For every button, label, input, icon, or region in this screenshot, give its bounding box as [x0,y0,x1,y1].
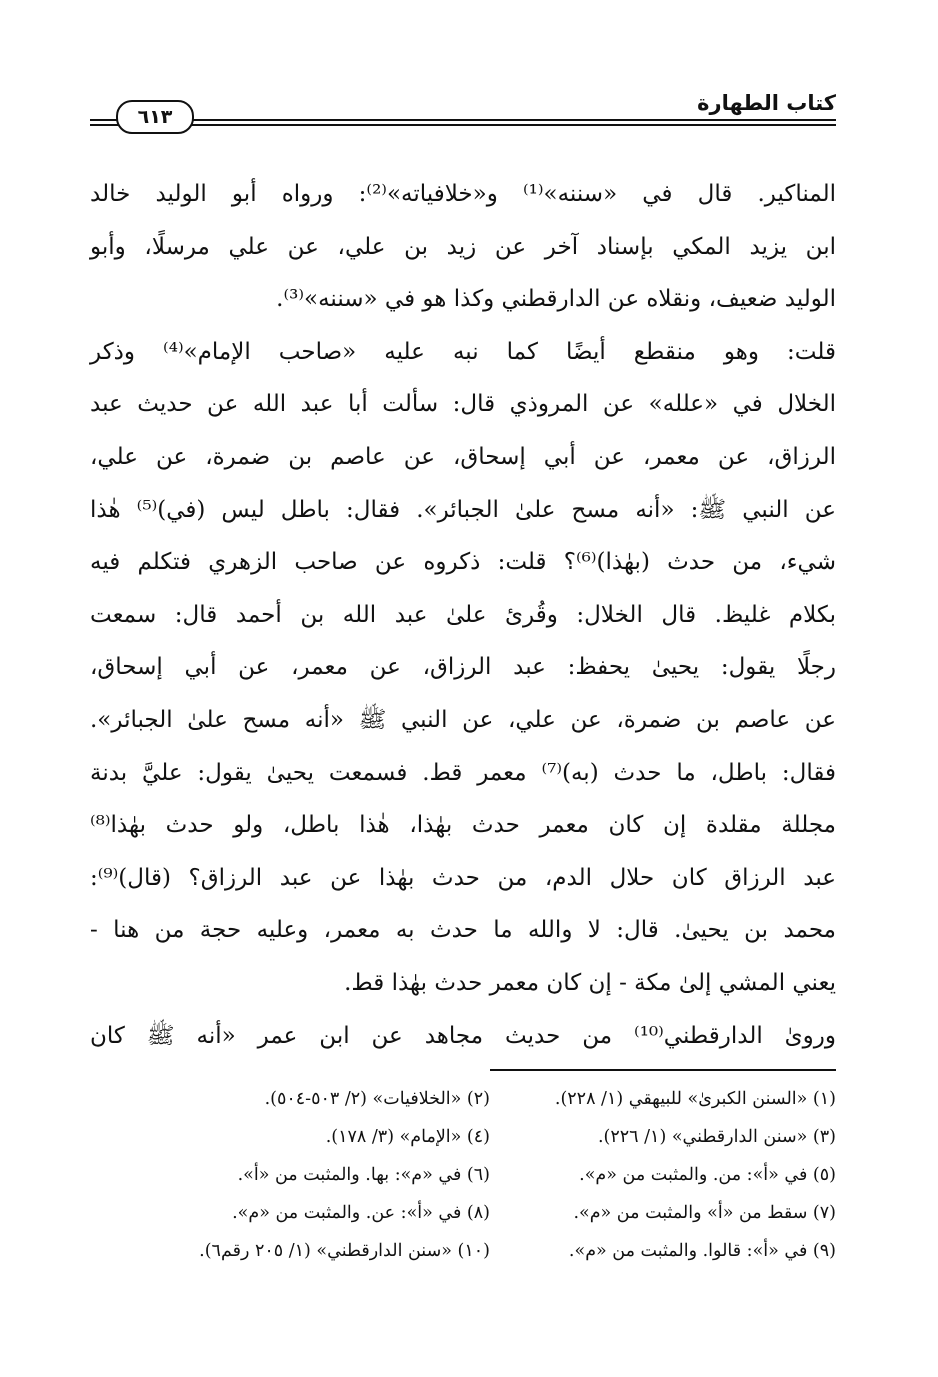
footnote: (٢) «الخلافيات» (٢/ ٥٠٣-٥٠٤). [264,1089,490,1109]
footnote: (٥) في «أ»: من. والمثبت من «م». [579,1165,836,1185]
text-line: عن النبي ﷺ: «أنه مسح علىٰ الجبائر». فقال: باطل ليس (في)⁽⁵⁾ هٰذا [90,496,836,523]
header-rule-top [90,119,836,121]
text-line: محمد بن يحيىٰ. قال: لا والله ما حدث به معمر، وعليه حجة من هنا - [90,917,836,944]
text-line: قلت: وهو منقطع أيضًا كما نبه عليه «صاحب الإمام»⁽⁴⁾ وذكر [90,338,836,365]
footnote-row [90,1118,836,1156]
text-line: الوليد ضعيف، ونقلاه عن الدارقطني وكذا هو في «سننه»⁽³⁾. [276,286,836,313]
main-text [90,168,837,1049]
running-header [90,88,836,136]
header-rule-bottom [90,124,836,126]
footnotes [90,1080,836,1270]
text-line: يعني المشي إلىٰ مكة - إن كان معمر حدث بهٰذا قط. [344,969,836,996]
footnote: (٩) في «أ»: قالوا. والمثبت من «م». [568,1241,836,1261]
text-line: عبد الرزاق كان حلال الدم، من حدث بهٰذا عن عبد الرزاق؟ (قال)⁽⁹⁾: [90,864,836,891]
text-line: ورویٰ الدارقطني⁽¹⁰⁾ من حديث مجاهد عن ابن عمر «أنه ﷺ كان [90,1022,836,1049]
text-line: المناكير. قال في «سننه»⁽¹⁾ و«خلافياته»⁽²⁾: ورواه أبو الوليد خالد [90,181,837,207]
footnote: (٧) سقط من «أ» والمثبت من «م». [573,1203,836,1223]
text-line: ابن يزيد المكي بإسناد آخر عن زيد بن علي، عن علي مرسلًا، وأبو [90,233,836,260]
footnote-row [90,1156,836,1194]
footnote: (١) «السنن الكبرىٰ» للبيهقي (١/ ٢٢٨). [554,1089,836,1109]
footnote-row [90,1194,836,1232]
text-line: عن عاصم بن ضمرة، عن علي، عن النبي ﷺ «أنه مسح علىٰ الجبائر». [90,706,836,733]
footnote: (٨) في «أ»: عن. والمثبت من «م». [232,1203,490,1223]
text-line: الرزاق، عن معمر، عن أبي إسحاق، عن عاصم بن ضمرة، عن علي، [90,443,836,470]
footnote: (١٠) «سنن الدارقطني» (١/ ٢٠٥ رقم٦). [199,1241,490,1261]
footnote-separator [490,1069,836,1071]
text-line: فقال: باطل، ما حدث (به)⁽⁷⁾ معمر قط. فسمعت يحيىٰ يقول: عليَّ بدنة [90,759,837,786]
page-number: ٦١٣ [116,100,194,134]
text-line: رجلًا يقول: يحيىٰ يحفظ: عبد الرزاق، عن معمر، عن أبي إسحاق، [90,654,836,681]
footnote-row [90,1232,836,1270]
footnote: (٦) في «م»: بها. والمثبت من «أ». [237,1165,490,1185]
text-line: مجللة مقلدة إن كان معمر حدث بهٰذا، هٰذا باطل، ولو حدث بهٰذا⁽⁸⁾ [90,812,836,839]
text-line: الخلال في «علله» عن المروذي قال: سألت أبا عبد الله عن حديث عبد [90,391,836,418]
footnote: (٤) «الإمام» (٣/ ١٧٨). [325,1127,490,1147]
chapter-title: كتاب الطهارة [697,91,836,115]
text-line: شيء، من حدث (بهٰذا)⁽⁶⁾؟ قلت: ذكروه عن صاحب الزهري فتكلم فيه [90,549,836,576]
footnote-row [90,1080,836,1118]
text-line: بكلام غليظ. قال الخلال: وقُرئ علىٰ عبد الله بن أحمد قال: سمعت [90,601,836,628]
footnote: (٣) «سنن الدارقطني» (١/ ٢٢٦). [597,1127,836,1147]
